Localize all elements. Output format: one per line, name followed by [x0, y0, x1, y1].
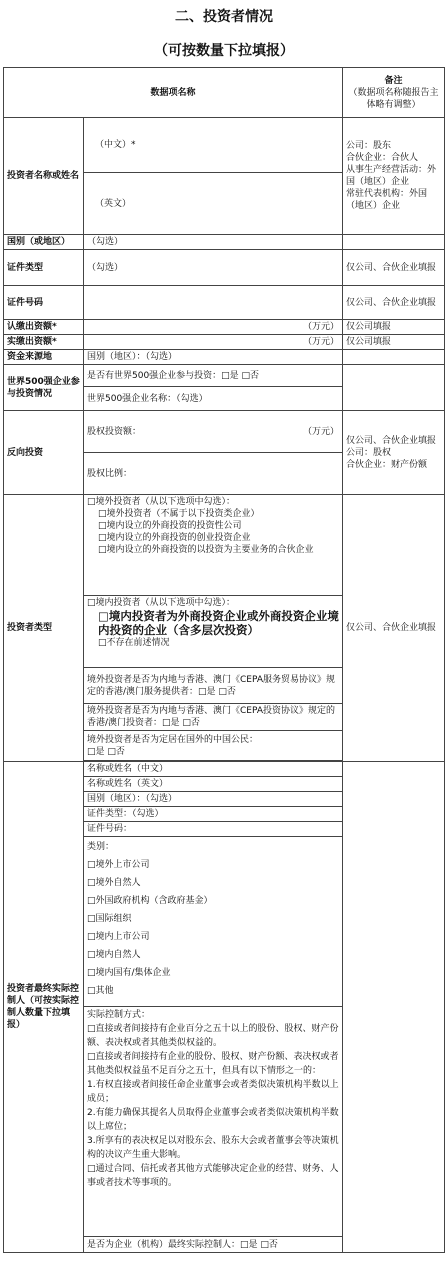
cert-type-note: 仅公司、合伙企业填报	[343, 250, 445, 286]
category-opt-2[interactable]: □境外自然人	[87, 878, 141, 888]
foreign-opt-2[interactable]: □境内设立的外商投资的投资性公司	[98, 521, 242, 531]
page-title: 二、投资者情况	[175, 9, 273, 25]
reverse-label: 反向投资	[4, 411, 84, 495]
subscribed-row	[4, 320, 445, 335]
category-opt-4[interactable]: □国际组织	[87, 914, 132, 924]
equity-amount-label: 股权投资额：	[87, 426, 142, 437]
category-opt-5[interactable]: □境内上市公司	[87, 932, 150, 942]
cert-no-label: 证件号码	[4, 286, 84, 320]
investor-type-label: 投资者类型	[4, 495, 84, 762]
category-opt-6[interactable]: □境内自然人	[87, 950, 141, 960]
remark-title: 备注	[384, 75, 403, 86]
foreign-opt-4[interactable]: □境内设立的外商投资的以投资为主要业务的合伙企业	[98, 545, 314, 555]
investor-name-en-hint: （英文）	[95, 198, 132, 209]
investor-form-table	[3, 67, 445, 1253]
fortune500-name-select[interactable]: 世界500强企业名称：（勾选）	[84, 387, 343, 411]
controller-cert-type-select[interactable]: 证件类型：（勾选）	[84, 807, 343, 822]
fund-source-select[interactable]: 国别（地区）：（勾选）	[84, 350, 343, 365]
remark-desc: （数据项名称随报告主体略有调整）	[348, 87, 439, 110]
investor-name-cn-field[interactable]	[84, 118, 343, 173]
reverse-note: 仅公司、合伙企业填报 公司：股权 合伙企业：财产份额	[343, 411, 445, 495]
domestic-fie-checkbox[interactable]: □境内投资者为外商投资企业或外商投资企业境内投资的企业（含多层次投资）	[98, 609, 339, 637]
equity-amount-field[interactable]	[84, 411, 343, 453]
subscribed-unit: （万元）	[303, 322, 340, 332]
subscribed-field[interactable]	[84, 320, 343, 335]
category-opt-1[interactable]: □境外上市公司	[87, 860, 150, 870]
domestic-investor-checkbox[interactable]: □境内投资者（从以下选项中勾选）：	[87, 598, 236, 608]
item-name-header: 数据项名称	[4, 68, 343, 118]
fund-source-row	[4, 350, 445, 365]
equity-amount-unit: （万元）	[303, 426, 340, 437]
investor-name-note: 公司：股东 合伙企业：合伙人 从事生产经营活动：外国（地区）企业 常驻代表机构：外国（地区）企业	[343, 118, 445, 235]
controller-name-en-field[interactable]: 名称或姓名（英文）	[84, 777, 343, 792]
country-select[interactable]: （勾选）	[84, 235, 343, 250]
mode-sub-1: 1.有权直接或者间接任命企业董事会或者类似决策机构半数以上成员；	[87, 1080, 339, 1104]
mode-opt-2[interactable]: □直接或者间接持有企业的股份、股权、财产份额、表决权或者其他类似权益虽不足百分之五十，但具有以下情形之一的：	[87, 1052, 339, 1076]
paid-row	[4, 335, 445, 350]
page-subtitle: （可按数量下拉填报）	[154, 43, 294, 59]
controller-category-head: 类别：	[87, 842, 115, 852]
controller-cert-no-field[interactable]: 证件号码：	[84, 822, 343, 837]
cepa-trade-question[interactable]: 境外投资者是否为内地与香港、澳门《CEPA服务贸易协议》规定的香港/澳门服务提供者：□是 □否	[84, 668, 343, 704]
subscribed-label: 认缴出资额*	[4, 320, 84, 335]
controller-mode-options	[84, 1007, 343, 1237]
country-row	[4, 235, 445, 250]
cert-no-field[interactable]	[84, 286, 343, 320]
subscribed-note: 仅公司填报	[343, 320, 445, 335]
mode-head: 实际控制方式：	[87, 1010, 151, 1020]
overseas-cn-text: 境外投资者是否为定居在国外的中国公民：	[87, 734, 259, 745]
mode-sub-2: 2.有能力确保其提名人员取得企业董事会或者类似决策机构半数以上席位；	[87, 1108, 339, 1132]
country-label: 国别（或地区）	[4, 235, 84, 250]
cert-no-row	[4, 286, 445, 320]
overseas-cn-question[interactable]	[84, 731, 343, 761]
investor-name-en-field[interactable]	[84, 173, 343, 235]
header-row	[4, 68, 445, 118]
category-opt-7[interactable]: □境内国有/集体企业	[87, 968, 171, 978]
paid-label: 实缴出资额*	[4, 335, 84, 350]
reverse-row-1	[4, 411, 445, 453]
category-opt-3[interactable]: □外国政府机构（含政府基金）	[87, 896, 213, 906]
fortune500-label: 世界500强企业参与投资情况	[4, 365, 84, 411]
cert-type-label: 证件类型	[4, 250, 84, 286]
remark-header	[343, 68, 445, 118]
investor-type-row-foreign	[4, 495, 445, 596]
category-opt-8[interactable]: □其他	[87, 986, 114, 996]
equity-ratio-field[interactable]: 股权比例：	[84, 453, 343, 495]
controller-name-cn-row	[4, 762, 445, 777]
foreign-opt-3[interactable]: □境内设立的外商投资的创业投资企业	[98, 533, 251, 543]
paid-note: 仅公司填报	[343, 335, 445, 350]
investor-name-cn-hint: （中文）*	[95, 140, 136, 150]
paid-unit: （万元）	[303, 337, 340, 347]
investor-type-note: 仅公司、合伙企业填报	[343, 495, 445, 762]
fund-source-label: 资金来源地	[4, 350, 84, 365]
controller-category-options	[84, 837, 343, 1007]
mode-sub-3: 3.所享有的表决权足以对股东会、股东大会或者董事会等决策机构的决议产生重大影响。	[87, 1136, 339, 1160]
fortune500-question[interactable]: 是否有世界500强企业参与投资：□是 □否	[84, 365, 343, 387]
foreign-investor-options	[84, 495, 343, 596]
is-enterprise-controller-question[interactable]: 是否为企业（机构）最终实际控制人：□是 □否	[84, 1237, 343, 1253]
investor-name-row-cn	[4, 118, 445, 173]
domestic-investor-options	[84, 596, 343, 668]
controller-country-select[interactable]: 国别（地区）：（勾选）	[84, 792, 343, 807]
controller-label: 投资者最终实际控制人（可按实际控制人数量下拉填报）	[4, 762, 84, 1253]
foreign-investor-checkbox[interactable]: □境外投资者（从以下选项中勾选）：	[87, 497, 236, 507]
foreign-opt-1[interactable]: □境外投资者（不属于以下投资类企业）	[98, 509, 260, 519]
domestic-none-checkbox[interactable]: □不存在前述情况	[98, 638, 170, 648]
cepa-invest-question[interactable]: 境外投资者是否为内地与香港、澳门《CEPA投资协议》规定的香港/澳门投资者：□是 □否	[84, 704, 343, 731]
cert-type-select[interactable]: （勾选）	[84, 250, 343, 286]
paid-field[interactable]	[84, 335, 343, 350]
controller-name-cn-field[interactable]: 名称或姓名（中文）	[84, 762, 343, 777]
overseas-cn-options[interactable]: □是 □否	[87, 746, 125, 757]
cert-type-row	[4, 250, 445, 286]
cert-no-note: 仅公司、合伙企业填报	[343, 286, 445, 320]
mode-opt-3[interactable]: □通过合同、信托或者其他方式能够决定企业的经营、财务、人事或者技术等事项的。	[87, 1164, 339, 1188]
investor-name-label: 投资者名称或姓名	[4, 118, 84, 235]
fortune500-row-1	[4, 365, 445, 387]
mode-opt-1[interactable]: □直接或者间接持有企业百分之五十以上的股份、股权、财产份额、表决权或者其他类似权益的。	[87, 1024, 339, 1048]
